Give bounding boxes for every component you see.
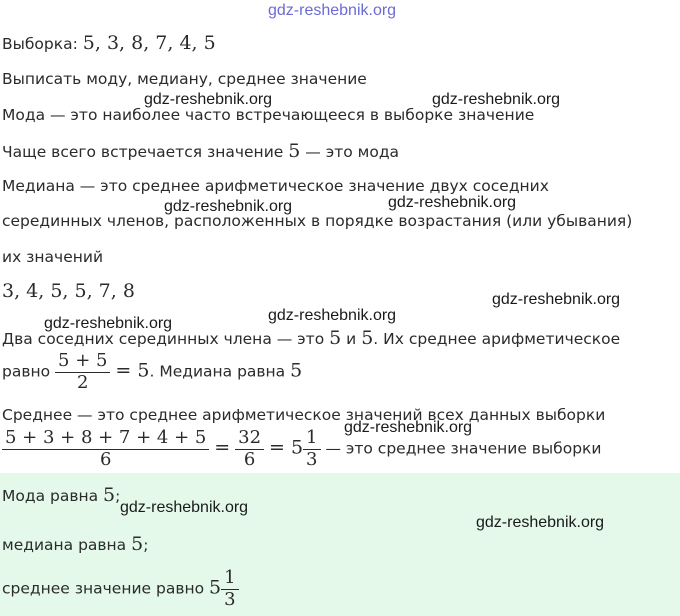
median-calc-prefix: Два соседних серединных члена — это bbox=[2, 330, 325, 348]
answer-mean-numerator: 1 bbox=[224, 567, 236, 588]
median-term-b: 5 bbox=[361, 327, 374, 349]
sorted-values: 3, 4, 5, 5, 7, 8 bbox=[2, 280, 135, 302]
answer-mean-denominator: 3 bbox=[221, 589, 238, 611]
mean-mixed-denominator: 3 bbox=[303, 449, 320, 471]
median-equals-word: равно bbox=[2, 362, 51, 381]
watermark: gdz-reshebnik.org bbox=[268, 307, 397, 324]
mean-calc-line bbox=[2, 428, 602, 470]
mean-mixed-fraction bbox=[303, 428, 320, 470]
median-fraction-denominator: 2 bbox=[55, 372, 110, 394]
median-definition-line2: серединных членов, расположенных в порядке возрастания (или убывания) bbox=[2, 212, 633, 230]
answer-mean-label: среднее значение равно bbox=[2, 579, 205, 598]
answer-median-label: медиана равна bbox=[2, 536, 127, 554]
answer-median-end: ; bbox=[143, 536, 149, 554]
answer-mean-line bbox=[2, 568, 239, 610]
median-eq-result: = 5 bbox=[115, 359, 150, 382]
watermark: gdz-reshebnik.org bbox=[344, 419, 473, 436]
watermark: gdz-reshebnik.org bbox=[144, 91, 273, 108]
median-result-value: 5 bbox=[290, 359, 303, 382]
mode-found-prefix: Чаще всего встречается значение bbox=[2, 143, 284, 161]
mean-mixed-numerator: 1 bbox=[306, 427, 318, 448]
watermark: gdz-reshebnik.org bbox=[432, 91, 561, 108]
watermark: gdz-reshebnik.org bbox=[388, 194, 517, 211]
median-result-text: . Медиана равна bbox=[149, 362, 286, 381]
mode-definition: Мода — это наиболее часто встречающееся в выборке значение bbox=[2, 106, 535, 124]
watermark: gdz-reshebnik.org bbox=[164, 198, 293, 215]
mode-found-value: 5 bbox=[288, 140, 301, 162]
median-and: и bbox=[346, 330, 357, 348]
task-text: Выписать моду, медиану, среднее значение bbox=[2, 70, 367, 88]
median-calc-line2 bbox=[2, 351, 302, 393]
median-definition-line3: их значений bbox=[2, 248, 104, 266]
mean-fraction-2-denominator: 6 bbox=[235, 449, 264, 471]
watermark: gdz-reshebnik.org bbox=[44, 315, 173, 332]
answer-mean-fraction bbox=[221, 568, 238, 610]
median-fraction-numerator: 5 + 5 bbox=[58, 350, 108, 371]
sample-values: 5, 3, 8, 7, 4, 5 bbox=[82, 32, 216, 54]
mode-found-suffix: — это мода bbox=[305, 143, 400, 161]
answer-mode-label: Мода равна bbox=[2, 487, 99, 505]
mean-suffix: — это среднее значение выборки bbox=[325, 439, 602, 458]
median-definition-line1: Медиана — это среднее арифметическое значение двух соседних bbox=[2, 177, 549, 195]
median-term-a: 5 bbox=[329, 327, 342, 349]
mean-fraction bbox=[2, 428, 209, 470]
answer-mean-whole: 5 bbox=[209, 576, 222, 599]
mean-fraction-numerator: 5 + 3 + 8 + 7 + 4 + 5 bbox=[5, 427, 207, 448]
watermark-top: gdz-reshebnik.org bbox=[268, 2, 397, 19]
answer-median-line bbox=[2, 533, 148, 555]
mean-eq1: = bbox=[214, 436, 231, 459]
median-fraction bbox=[55, 351, 110, 393]
answer-mode-end: ; bbox=[115, 487, 121, 505]
mean-definition: Среднее — это среднее арифметическое значений всех данных выборки bbox=[2, 406, 606, 424]
answer-mode-value: 5 bbox=[103, 484, 116, 506]
watermark: gdz-reshebnik.org bbox=[492, 291, 621, 308]
median-calc-suffix: . Их среднее арифметическое bbox=[373, 330, 621, 348]
sample-label: Выборка: bbox=[2, 35, 78, 53]
watermark: gdz-reshebnik.org bbox=[120, 499, 249, 516]
watermark: gdz-reshebnik.org bbox=[476, 514, 605, 531]
mean-eq2: = 5 bbox=[268, 436, 304, 459]
median-calc-line1 bbox=[2, 327, 620, 349]
mode-found-line bbox=[2, 140, 399, 162]
answer-median-value: 5 bbox=[131, 533, 144, 555]
mean-fraction-2 bbox=[235, 428, 264, 470]
sample-line bbox=[2, 32, 216, 54]
answer-mode-line bbox=[2, 484, 120, 506]
mean-fraction-denominator: 6 bbox=[2, 449, 209, 471]
mean-fraction-2-numerator: 32 bbox=[238, 427, 262, 448]
